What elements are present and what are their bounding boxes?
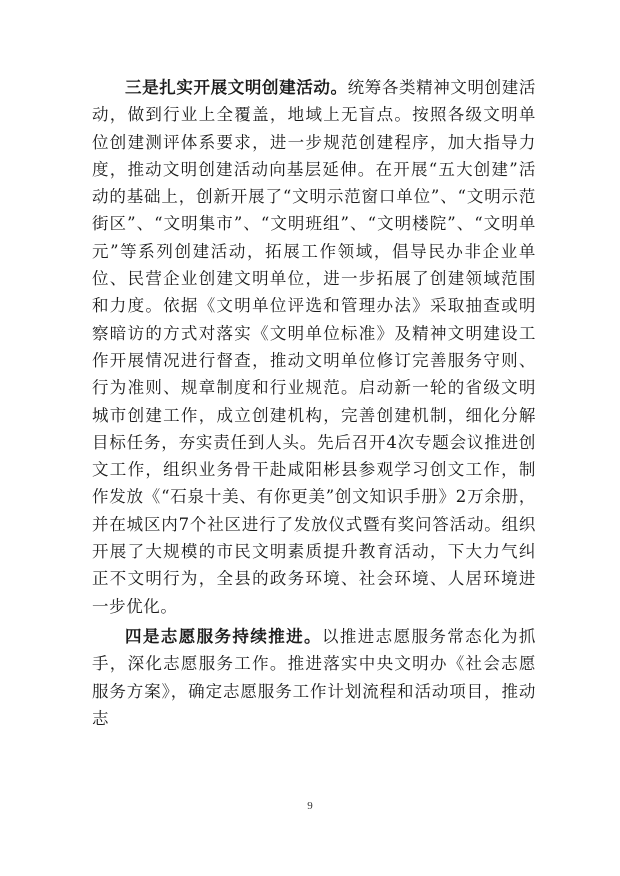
paragraph-heading: 三是扎实开展文明创建活动。 bbox=[125, 78, 348, 97]
paragraph-heading: 四是志愿服务持续推进。 bbox=[125, 626, 322, 646]
paragraph-volunteer-service bbox=[92, 623, 536, 732]
page-number: 9 bbox=[307, 800, 313, 812]
paragraph-body: 统筹各类精神文明创建活动，做到行业上全覆盖，地域上无盲点。按照各级文明单位创建测评体系要求，进一步规范创建程序，加大指导力度，推动文明创建活动向基层延伸。在开展“五大创建”活动的基础上，创新开展了“文明示范窗口单位”、“文明示范街区”、“文明集市”、“文明班组”、“文明楼院”、“文明单元”等系列创建活动，拓展工作领域，倡导民办非企业单位、民营企业创建文明单位，进一步拓展了创建领域范围和力度。依据《文明单位评选和管理办法》采取抽查或明察暗访的方式对落实《文明单位标准》及精神文明建设工作开展情况进行督查，推动文明单位修订完善服务守则、行为准则、规章制度和行业规范。启动新一轮的省级文明城市创建工作，成立创建机构，完善创建机制，细化分解目标任务，夯实责任到人头。先后召开4次专题会议推进创文工作，组织业务骨干赴咸阳彬县参观学习创文工作，制作发放《“石泉十美、有你更美”创文知识手册》2万余册，并在城区内7个社区进行了发放仪式暨有奖问答活动。组织开展了大规模的市民文明素质提升教育活动，下大力气纠正不文明行为，全县的政务环境、社会环境、人居环境进一步优化。 bbox=[92, 78, 536, 616]
document-page bbox=[92, 74, 536, 732]
paragraph-body: 以推进志愿服务常态化为抓手，深化志愿服务工作。推进落实中央文明办《社会志愿服务方案》，确定志愿服务工作计划流程和活动项目，推动志 bbox=[92, 626, 536, 728]
paragraph-civilization-campaign bbox=[92, 74, 536, 620]
